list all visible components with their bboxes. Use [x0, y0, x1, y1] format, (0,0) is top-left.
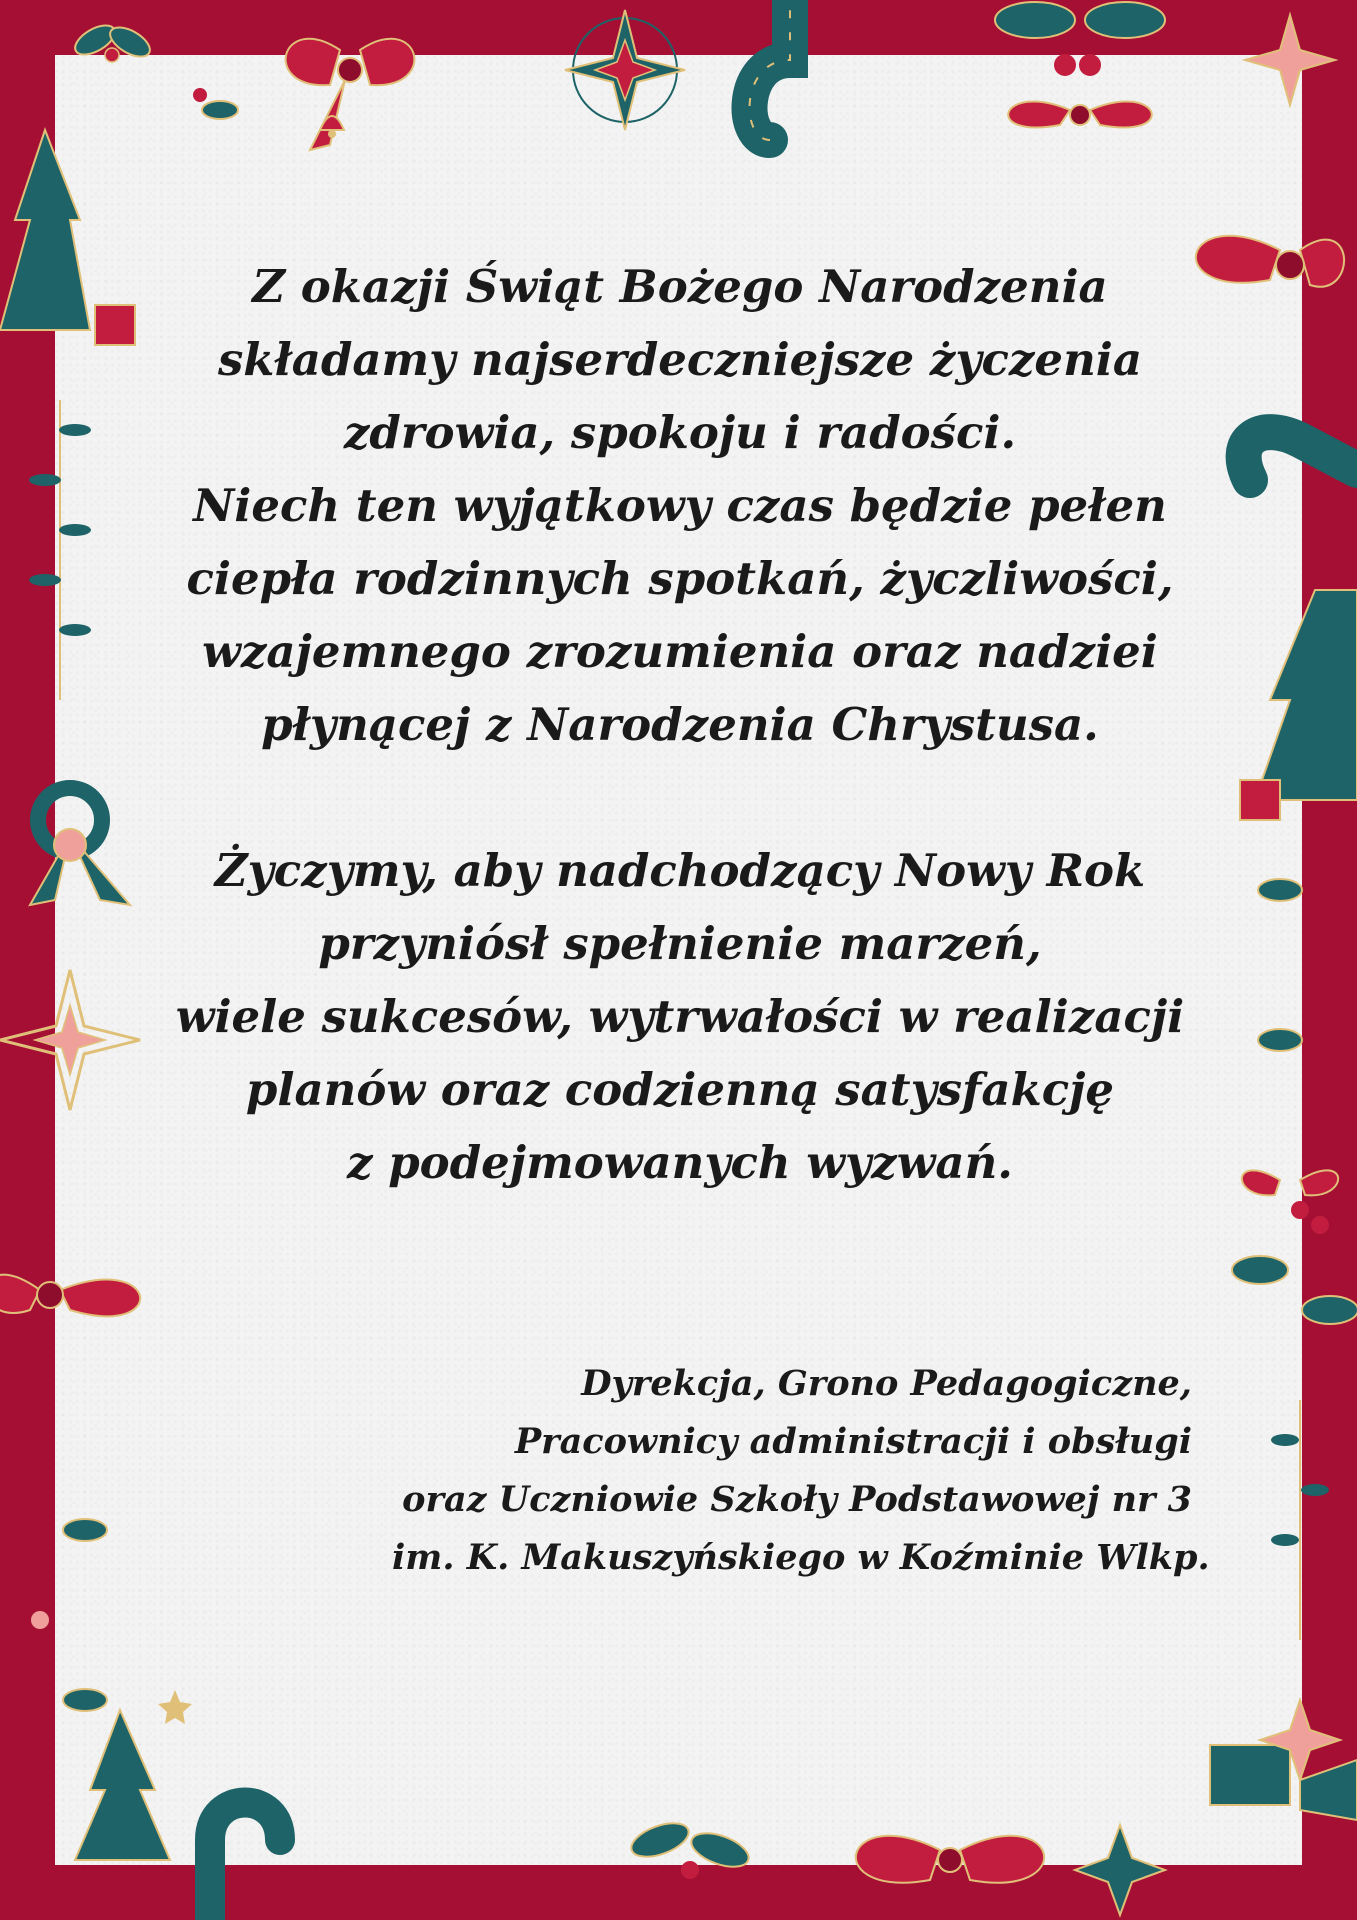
greeting-line: Życzymy, aby nadchodzący Nowy Rok: [214, 844, 1146, 897]
bow-icon: [856, 1836, 1044, 1883]
star-icon: [1245, 15, 1335, 105]
greeting-text: [80, 250, 1280, 1199]
greeting-line: z podejmowanych wyzwań.: [347, 1136, 1013, 1189]
signature-line: im. K. Makuszyńskiego w Koźminie Wlkp.: [392, 1537, 1210, 1578]
signature-line: oraz Uczniowie Szkoły Podstawowej nr 3: [402, 1479, 1192, 1520]
bow-icon: [286, 39, 415, 150]
signature-text: [392, 1355, 1210, 1587]
bow-icon: [995, 2, 1165, 127]
holly-icon: [31, 1519, 107, 1711]
greeting-line: wzajemnego zrozumienia oraz nadziei: [202, 625, 1158, 678]
leaf-branch-icon: [1271, 1400, 1329, 1640]
bow-icon: [0, 1275, 140, 1317]
christmas-tree-icon: [75, 1690, 192, 1860]
greeting-line: Z okazji Świąt Bożego Narodzenia: [252, 260, 1108, 313]
greeting-line: wiele sukcesów, wytrwałości w realizacji: [175, 990, 1185, 1043]
gift-box-icon: [1210, 1745, 1357, 1820]
snowflake-icon: [565, 10, 685, 130]
greeting-line: planów oraz codzienną satysfakcję: [245, 1063, 1115, 1116]
signature-line: Dyrekcja, Grono Pedagogiczne,: [581, 1363, 1192, 1404]
greeting-line: przyniósł spełnienie marzeń,: [318, 917, 1042, 970]
candy-cane-icon: [210, 1803, 280, 1920]
holly-icon: [70, 19, 238, 119]
greeting-line: ciepła rodzinnych spotkań, życzliwości,: [186, 552, 1174, 605]
signature-line: Pracownicy administracji i obsługi: [514, 1421, 1192, 1462]
greeting-line: płynącej z Narodzenia Chrystusa.: [261, 698, 1099, 751]
greeting-line: składamy najserdeczniejsze życzenia: [217, 333, 1143, 386]
holly-icon: [627, 1817, 753, 1879]
greeting-line: Niech ten wyjątkowy czas będzie pełen: [193, 479, 1167, 532]
paragraph-gap: [80, 761, 1280, 834]
snowflake-icon: [1075, 1825, 1165, 1915]
candy-cane-icon: [750, 0, 790, 140]
greeting-line: zdrowia, spokoju i radości.: [343, 406, 1017, 459]
